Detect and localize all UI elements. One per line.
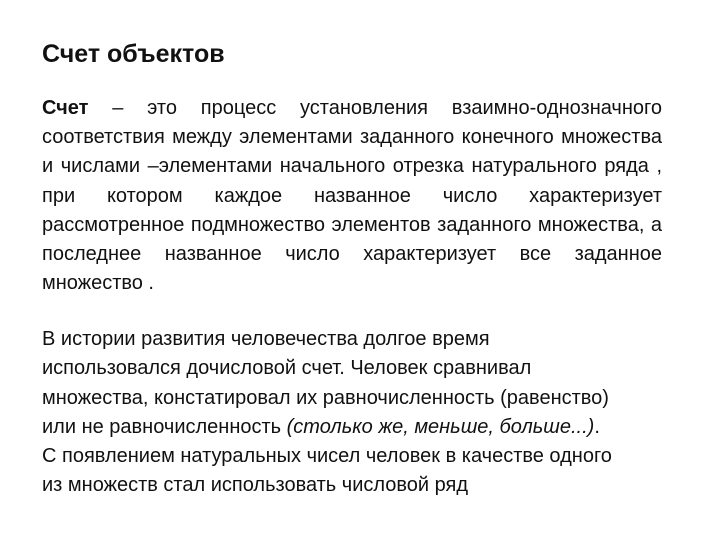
history-line-3: множества, констатировал их равночисленность (равенство) — [42, 386, 609, 409]
history-line-4-start: или не равночисленность — [42, 415, 287, 438]
history-line-6: из множеств стал использовать числовой ряд — [42, 474, 469, 497]
history-line-4-italic: (столько же, меньше, больше...) — [286, 415, 595, 438]
definition-term: Счет — [42, 97, 89, 119]
history-line-2: использовался дочисловой счет. Человек сравнивал — [42, 357, 532, 380]
history-line-4-end: . — [594, 415, 600, 438]
history-line-1: В истории развития человечества долгое время — [42, 328, 490, 350]
definition-text: – это процесс установления взаимно-однозначного соответствия между элементами заданного конечного множества и числами –элементами начального отрезка натурального ряда , при котором каждое названное число характеризует рассмотренное подмножество элементов заданного множества, а последнее названное число характеризует все заданное множество . — [42, 97, 662, 295]
slide-title: Счет объектов — [42, 40, 225, 68]
history-paragraph — [42, 325, 682, 501]
history-line-5: С появлением натуральных чисел человек в качестве одного — [42, 445, 612, 468]
definition-paragraph — [42, 94, 662, 298]
